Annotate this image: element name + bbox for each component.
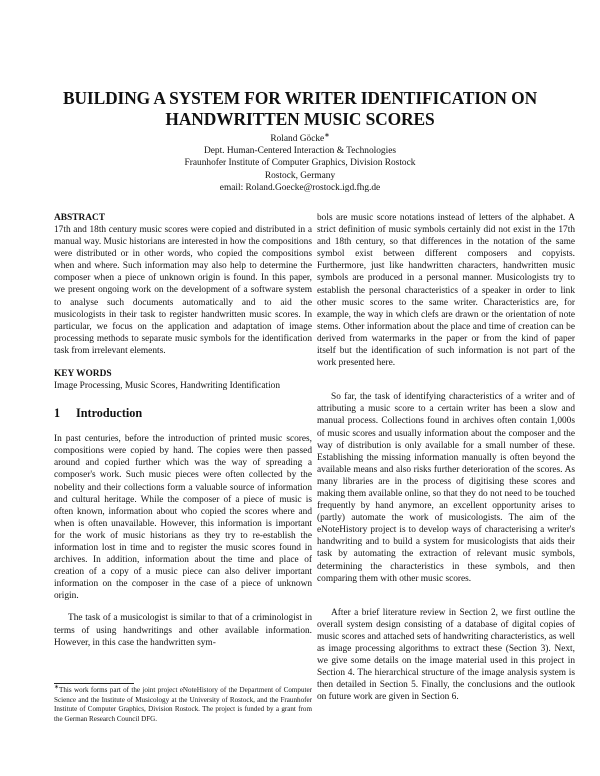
left-column <box>54 212 312 649</box>
author-block <box>100 133 500 194</box>
title-line-1: BUILDING A SYSTEM FOR WRITER IDENTIFICATION ON <box>62 88 538 108</box>
footnote-mark: ∗ <box>54 684 60 691</box>
author-name: Roland Göcke∗ <box>270 131 330 144</box>
intro-paragraph-4: After a brief literature review in Section 2, we first outline the overall system design consisting of a database of digital copies of music scores and attached sets of handwriting characteristics, as well as image processing algorithms to extract these (Section 3). Next, we give some details on the image material used in this project in Section 4. The hierarchical structure of the image analysis system is then detailed in Section 5. Finally, the conclusions and the outlook on future work are given in Section 6. <box>317 607 575 703</box>
abstract-heading: ABSTRACT <box>54 213 106 223</box>
footnote <box>54 686 312 724</box>
section-heading-introduction <box>54 406 312 421</box>
right-column <box>317 212 575 703</box>
abstract-text: 17th and 18th century music scores were copied and distributed in a manual way. Music historians are interested in how the compositions were distributed or in other words, who copied the compositions when and where. Such information may also help to determine the composer when a piece of unknown origin is found. In this paper, we present ongoing work on the development of a software system to analyse such documents automatically and to aid the musicologists in their task to register handwritten music scores. In particular, we focus on the application and adaptation of image processing methods to separate music symbols for the identification task from irrelevant elements. <box>54 225 312 356</box>
author-email: email: Roland.Goecke@rostock.igd.fhg.de <box>219 182 381 193</box>
footnote-divider <box>54 683 134 684</box>
intro-paragraph-continued: bols are music score notations instead of letters of the alphabet. A strict definition of music symbols certainly did not exist in the 17th and 18th century, so that differences in the notation of the same symbol exist between different composers and copyists. Furthermore, just like handwritten characters, handwritten music symbols are produced in a personal manner. Musicologists try to establish the personal characteristics of a speaker in order to link other music scores to the same writer. Characteristics are, for example, the way in which clefs are drawn or the orientation of note stems. Other information about the place and time of creation can be derived from watermarks in the paper or from the kind of paper itself but the identification of such information is not part of the work presented here. <box>317 213 575 369</box>
section-number: 1 <box>54 406 61 421</box>
affiliation-line: Dept. Human-Centered Interaction & Technologies <box>203 146 397 157</box>
intro-paragraph-3: So far, the task of identifying characteristics of a writer and of attributing a music score to a certain writer has been a slow and manual process. Collections found in archives often contain 1,000s of music scores and usually information about the composer and the way of distribution is only available for a small number of these. Establishing the missing information manually is often beyond the available means and also risks further deterioration of the scores. As many libraries are in the process of digitising these scores and making them available online, so that they do not need to be touched frequently by hand anymore, an excellent opportunity arises to (partly) automate the work of musicologists. The aim of the eNoteHistory project is to develop ways of characterising a writer's handwriting and to build a system for musicologists that aids their task by automating the extraction of relevant music symbols, determining the characteristics in these symbols, and then comparing them with other music scores. <box>317 392 575 584</box>
paper-title <box>40 88 560 130</box>
intro-paragraph-2: The task of a musicologist is similar to that of a criminologist in terms of using handwritings and other available information. However, in this case the handwritten sym- <box>54 613 312 648</box>
affiliation-line: Rostock, Germany <box>264 170 336 181</box>
keywords-text: Image Processing, Music Scores, Handwriting Identification <box>54 381 281 392</box>
title-line-2: HANDWRITTEN MUSIC SCORES <box>165 109 435 129</box>
intro-paragraph-1: In past centuries, before the introduction of printed music scores, compositions were copied by hand. The copies were then passed around and copied further which was the way of spreading a composer's work. Such music pieces were often collected by the nobelity and their collections form a valuable source of information and cultural heritage. While the composer of a piece of music is often known, information about who copied the scores where and when is often unavailable. However, this information is important for the work of music historians as they try to re-establish the information lost in time and to register the music scores found in archives. In addition, information about the time and place of creation of a copy of a music piece can also deliver important information on the composer in the case of a piece of unknown origin. <box>54 434 312 602</box>
keywords-heading: KEY WORDS <box>54 369 112 380</box>
section-title: Introduction <box>76 406 143 421</box>
footnote-text: This work forms part of the joint project eNoteHistory of the Department of Computer Science and the Institute of Musicology at the University of Rostock, and the Fraunhofer Institute of Computer Graphics, Division Rostock. The project is funded by a grant from the German Research Council DFG. <box>54 686 312 723</box>
author-footnote-mark: ∗ <box>324 131 330 139</box>
affiliation-line: Fraunhofer Institute of Computer Graphics, Division Rostock <box>184 158 416 169</box>
